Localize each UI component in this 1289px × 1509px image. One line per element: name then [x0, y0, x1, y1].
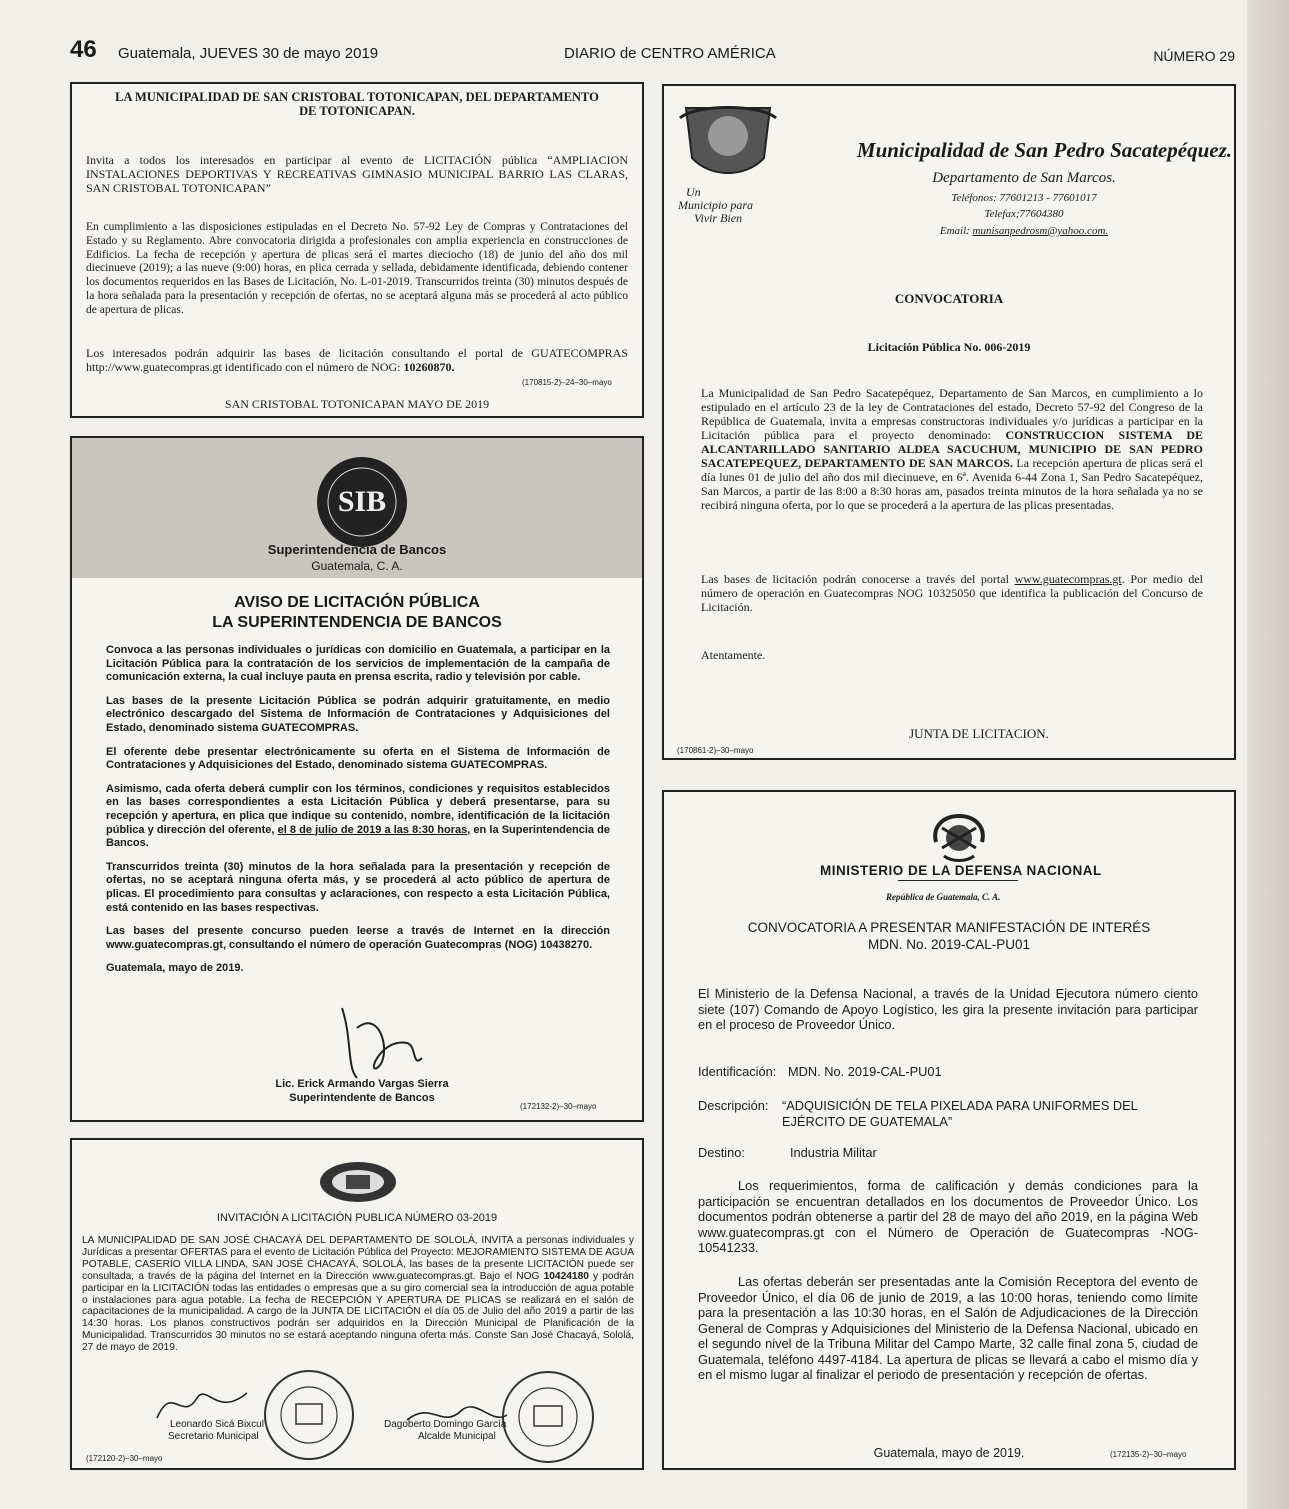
ad-san-jose-chacaya [70, 1138, 644, 1470]
sanpedro-project: CONSTRUCCION SISTEMA DE ALCANTARILLADO SANITARIO ALDEA SACUCHUM, MUNICIPIO DE SAN PEDRO SACATEPEQUEZ, DEPARTAMENTO DE SAN MARCOS. [701, 428, 1203, 470]
mindef-ref: (172135-2)–30–mayo [1110, 1450, 1187, 1459]
sanpedro-portal-link[interactable]: www.guatecompras.gt [1014, 572, 1122, 586]
sanjose-body [82, 1235, 634, 1354]
sanpedro-motto-3: Vivir Bien [694, 211, 743, 225]
mindef-coat-of-arms-icon [930, 812, 988, 864]
sancristobal-portal-nog-label: identificado con el número de NOG: [224, 360, 401, 374]
sancristobal-invite: Invita a todos los interesados en participar al evento de LICITACIÓN pública “AMPLIACION INSTALACIONES DEPORTIVAS Y RECREATIVAS GIMNASIO MUNICIPAL BARRIO LAS CLARAS, SAN CRISTOBAL TOTONICAPAN” [86, 153, 628, 195]
sanpedro-ref: (170861-2)–30–mayo [677, 746, 754, 755]
sib-p4-text: Asimismo, cada oferta deberá cumplir con los términos, condiciones y requisitos establecidos en las bases correspondientes a esta Licitación Pública y deberá presentarse, para su recepción y apertura, en plica que indique su contenido, nombre, identificación de la licitación pública y dirección del oferente, [106, 782, 610, 836]
sancristobal-title: LA MUNICIPALIDAD DE SAN CRISTOBAL TOTONICAPAN, DEL DEPARTAMENTO DE TOTONICAPAN. [115, 90, 599, 118]
sib-ref: (172132-2)–30–mayo [520, 1102, 597, 1111]
sanpedro-closing: Atentamente. [701, 648, 766, 662]
sanjose-url[interactable]: www.guatecompras.gt [372, 1270, 473, 1282]
mindef-ministry: MINISTERIO DE LA DEFENSA NACIONAL [820, 863, 1102, 878]
sanjose-sig1-name: Leonardo Sicá Bixcul [170, 1419, 264, 1430]
issue-date: Guatemala, JUEVES 30 de mayo 2019 [118, 45, 379, 62]
sanjose-title: INVITACIÓN A LICITACIÓN PUBLICA NÚMERO 03-2019 [216, 1212, 498, 1224]
sancristobal-portal [86, 346, 628, 374]
sib-title-1: AVISO DE LICITACIÓN PÚBLICA [234, 594, 480, 611]
page-number: 46 [70, 36, 97, 63]
sib-p3: El oferente debe presentar electrónicamente su oferta en el Sistema de Información de Contrataciones y Adquisiciones del Estado, denominado sistema GUATECOMPRAS. [106, 745, 610, 772]
sanjose-sig1-title: Secretario Municipal [168, 1431, 259, 1442]
sanjose-seal-icon [318, 1160, 398, 1204]
sib-signer: Lic. Erick Armando Vargas Sierra [275, 1078, 449, 1090]
mindef-desc-label: Descripción: [698, 1098, 769, 1113]
sanpedro-convocatoria: CONVOCATORIA [894, 291, 1004, 306]
scan-edge [1247, 0, 1289, 1509]
sib-location: Guatemala, C. A. [311, 559, 403, 573]
mindef-id-label: Identificación: [698, 1064, 777, 1079]
sanpedro-shield-icon [676, 98, 780, 184]
mindef-divider [898, 880, 1018, 881]
sib-body [106, 644, 610, 976]
sib-p4 [106, 783, 610, 851]
sib-logo-text: SIB [337, 485, 387, 518]
sanjose-sig2-title: Alcalde Municipal [418, 1431, 496, 1442]
sib-logo-icon [315, 455, 409, 549]
mindef-p2: Los requerimientos, forma de calificación y demás condiciones para la participación se encuentran detallados en los documentos de Proveedor Único. Los documentos podrán obtenerse a partir del 28 de mayo del año 2019, en la página Web www.guatecompras.gt con el Número de Operación de Guatecompras -NOG- 10541233. [698, 1178, 1198, 1255]
sanpedro-motto [678, 186, 788, 225]
sanpedro-email-link[interactable]: munisanpedrosm@yahoo.com. [972, 225, 1109, 237]
sanjose-body-2: . Bajo el NOG [472, 1270, 540, 1282]
sib-p4-date: el 8 de julio de 2019 a las 8:30 horas [277, 823, 468, 836]
sancristobal-ref: (170815-2)–24–30–mayo [522, 378, 612, 387]
sanjose-sig2-name: Dagoberto Domingo García [384, 1419, 507, 1430]
sanpedro-portal-end: . Por medio del número de operación en Guatecompras NOG 10325050 que identifica la publicación del Concurso de Licitación. [701, 572, 1204, 614]
sancristobal-portal-text: Los interesados podrán adquirir las bases de licitación consultando el portal de GUATECOMPRAS [86, 346, 628, 360]
newspaper-name: DIARIO de CENTRO AMÉRICA [564, 45, 776, 62]
sanjose-body-1: LA MUNICIPALIDAD DE SAN JOSÉ CHACAYÁ DEL DEPARTAMENTO DE SOLOLÁ, INVITA a personas individuales y Jurídicas a presentar OFERTAS para el evento de Licitación Pública del Proyecto: MEJORAMIENTO SISTEMA DE AGUA POTABLE, CASERÍO VILLA LINDA, SAN JOSÉ CHACAYÁ, SOLOLÁ, las bases de la presente LICITACIÓN puede ser consultada, a través de la página del Internet en la Dirección [82, 1235, 634, 1282]
page-header [70, 36, 1235, 68]
sib-p1: Convoca a las personas individuales o jurídicas con domicilio en Guatemala, a participar en la Licitación Pública para la contratación de los servicios de implementación de la campaña de comunicación externa, la cual incluye pauta en prensa escrita, radio y televisión por cable. [106, 644, 610, 684]
mindef-p3: Las ofertas deberán ser presentadas ante la Comisión Receptora del evento de Proveedor Único, el día 06 de junio de 2019, a las 10:00 horas, teniendo como límite para la presentación a las 10:30 horas, en el Salón de Adjudicaciones de la Dirección General de Compras y Adquisiciones del Ministerio de la Defensa Nacional, ubicado en el segundo nivel de la Tribuna Militar del Campo Marte, 32 calle final zona 5, ciudad de Guatemala, teléfono 4497-4184. La apertura de plicas se llevará a cabo el mismo día y en el mismo lugar al finalizar el periodo de presentación y recepción de ofertas. [698, 1274, 1198, 1382]
ad-superintendencia [70, 436, 644, 1122]
ad-mindef [662, 790, 1236, 1470]
sanpedro-name: Municipalidad de San Pedro Sacatepéquez. [856, 138, 1232, 162]
sanpedro-signer: JUNTA DE LICITACION. [909, 726, 1049, 741]
sanpedro-motto-1: Un [686, 185, 701, 199]
mindef-id-value: MDN. No. 2019-CAL-PU01 [788, 1064, 942, 1079]
sanpedro-email [864, 225, 1184, 237]
sanpedro-body [701, 386, 1203, 512]
mindef-p1: El Ministerio de la Defensa Nacional, a través de la Unidad Ejecutora número ciento siete (107) Comando de Apoyo Logístico, les gira la presente invitación para participar en el proceso de Proveedor Único. [698, 986, 1198, 1032]
sanjose-nog: 10424180 [543, 1270, 589, 1282]
mindef-republic: República de Guatemala, C. A. [886, 892, 1001, 902]
sanjose-body-3: y podrán participar en la LICITACIÓN todas las entidades o empresas que a su giro comercial sea la introducción de agua potable o instalaciones para agua potable. La fecha de RECEPCIÓN Y APERTURA DE PLICAS se realizará en el salón de capacitaciones de la municipalidad. A cargo de la JUNTA DE LICITACIÓN el día 05 de Julio del año 2019 a partir de las 14:30 horas. Los planos constructivos podrán ser adquiridos en la Dirección Municipal de Planificación de la Municipalidad. Transcurridos 30 minutos no se estará aceptando ninguna oferta más. Conste San José Chacayá, Sololá, 27 de mayo de 2019. [82, 1270, 634, 1354]
sanpedro-portal-text: Las bases de licitación podrán conocerse a través del portal [701, 572, 1009, 586]
mindef-title-1: CONVOCATORIA A PRESENTAR MANIFESTACIÓN DE INTERÉS [747, 920, 1151, 935]
sib-signer-title: Superintendente de Bancos [289, 1092, 435, 1104]
mindef-dest-label: Destino: [698, 1145, 745, 1160]
sanpedro-lic-number: Licitación Pública No. 006-2019 [867, 340, 1031, 354]
sib-p4-end: , en la Superintendencia de Bancos. [106, 823, 610, 850]
mindef-title-2: MDN. No. 2019-CAL-PU01 [867, 937, 1031, 952]
sancristobal-nog: 10260870. [403, 360, 455, 374]
sib-name: Superintendencia de Bancos [267, 542, 447, 557]
sanpedro-dept: Departamento de San Marcos. [932, 170, 1116, 186]
issue-number: NÚMERO 29 [1153, 48, 1235, 64]
sanpedro-portal [701, 572, 1203, 614]
sib-signature-icon [322, 998, 442, 1088]
sib-place: Guatemala, mayo de 2019. [106, 962, 244, 975]
sancristobal-portal-link[interactable]: http://www.guatecompras.gt [86, 360, 222, 374]
sancristobal-body: En cumplimiento a las disposiciones estipuladas en el Decreto No. 57-92 Ley de Compras y Contrataciones del Estado y su Reglamento. Abre convocatoria dirigida a profesionales con amplia experiencia en construcciones de Edificios. La fecha de recepción y apertura de plicas será el martes dieciocho (18) de junio del año dos mil diecinueve (2019); a las nueve (9:00) horas, en plica cerrada y sellada, debidamente identificada, debiendo contener los documentos requeridos en las Bases de Licitación, No. L-01-2019. Transcurridos treinta (30) minutos después de la hora señalada para la presentación y recepción de ofertas, no se aceptará alguna más se procederá al acto público de apertura de plicas. [86, 221, 628, 316]
sancristobal-footer: SAN CRISTOBAL TOTONICAPAN MAYO DE 2019 [224, 397, 490, 411]
mindef-desc-value: “ADQUISICIÓN DE TELA PIXELADA PARA UNIFORMES DEL EJÉRCITO DE GUATEMALA” [782, 1098, 1138, 1129]
mindef-place: Guatemala, mayo de 2019. [873, 1446, 1025, 1460]
ad-san-cristobal [70, 82, 644, 418]
sanjose-stamp-1-icon [262, 1368, 357, 1463]
sanpedro-phones: Teléfonos: 77601213 - 77601017 [951, 192, 1097, 204]
sib-p2: Las bases de la presente Licitación Pública se podrán adquirir gratuitamente, en medio electrónico descargado del Sistema de Información de Contrataciones y Adquisiciones del Estado, denominado sistema GUATECOMPRAS. [106, 694, 610, 734]
mindef-dest-value: Industria Militar [790, 1145, 877, 1160]
sanpedro-body-2: La recepción apertura de plicas será el día lunes 01 de julio del año dos mil diecinueve, en 6ª. Avenida 6-44 Zona 1, San Pedro Sacatepéquez, San Marcos, a partir de las 8:00 a 8:30 horas am, pasados treinta minutos de la hora señalada ya no se recibirá ninguna oferta, por lo que se procederá a la apertura de las plicas presentadas. [701, 456, 1204, 512]
sanpedro-email-label: Email: [939, 225, 970, 237]
ad-san-pedro [662, 84, 1236, 760]
sanpedro-motto-2: Municipio para [678, 198, 753, 212]
sanjose-ref: (172120-2)–30–mayo [86, 1454, 163, 1463]
sib-title-2: LA SUPERINTENDENCIA DE BANCOS [212, 614, 502, 631]
sib-p5: Transcurridos treinta (30) minutos de la hora señalada para la presentación y recepción de ofertas, no se aceptará ninguna oferta más, y se procederá al acto público de apertura de plicas. El procedimiento para consultas y aclaraciones, con respecto a esta Licitación Pública, está contenido en las bases respectivas. [106, 860, 610, 914]
sanpedro-body-1: La Municipalidad de San Pedro Sacatepéquez, Departamento de San Marcos, en cumplimiento a lo estipulado en el artículo 23 de la ley de Contrataciones del estado, Decreto 57-92 del Congreso de la República de Guatemala, invita a empresas constructoras individuales y/o jurídicas a participar en la Licitación pública para el proyecto denominado: [701, 386, 1203, 442]
sanpedro-fax: Telefax;77604380 [984, 208, 1064, 220]
sib-p6: Las bases del presente concurso pueden leerse a través de Internet en la dirección www.guatecompras.gt, consultando el número de operación Guatecompras (NOG) 10438270. [106, 925, 610, 951]
